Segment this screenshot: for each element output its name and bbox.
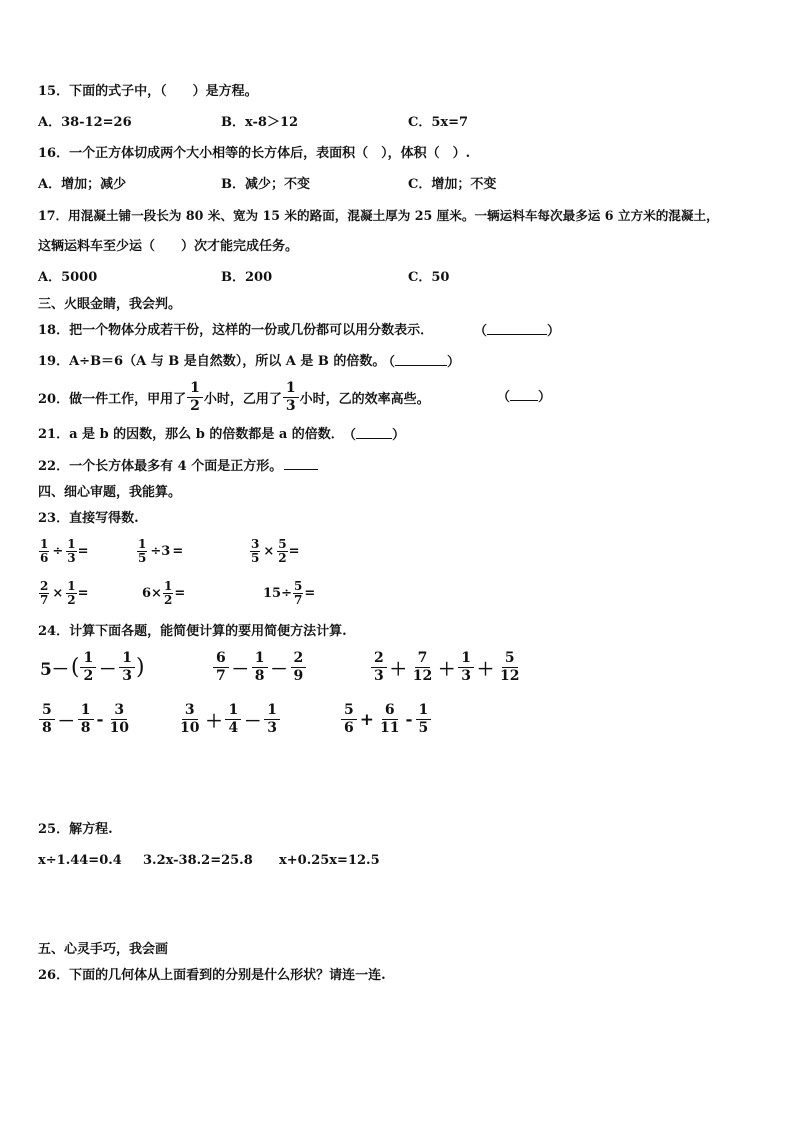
q23-expr-6: 15÷ $\frac{5}{7}$ = — [263, 579, 316, 607]
q16-stem: 16．一个正方体切成两个大小相等的长方体后，表面积（ ），体积（ ）. — [38, 146, 471, 161]
q24-title: 24．计算下面各题，能简便计算的要用简便方法计算. — [38, 624, 347, 639]
q21-statement: 21．a 是 b 的因数，那么 b 的倍数都是 a 的倍数． — [38, 427, 344, 442]
q23-expr-2: $\frac{1}{5}$ ÷3 = — [138, 537, 184, 565]
q24-expr-5: $\frac{3}{10}$ ＋ $\frac{1}{4}$ － $\frac{1}{3}$ — [176, 702, 281, 737]
q16-option-c[interactable]: C．增加；不变 — [408, 177, 497, 192]
q23-title: 23．直接写得数. — [38, 511, 139, 526]
q16-option-b[interactable]: B．减少；不变 — [221, 177, 310, 192]
q26-statement: 26．下面的几何体从上面看到的分别是什么形状？请连一连. — [38, 968, 386, 983]
q19-answer-box[interactable]: （ ） — [382, 355, 461, 370]
q22-answer-blank[interactable] — [284, 457, 318, 470]
q19-answer-blank[interactable] — [395, 353, 447, 366]
q24-expr-1: 5－ ( $\frac{1}{2}$ － $\frac{1}{3}$ ) — [40, 650, 145, 684]
q24-expr-4: $\frac{5}{8}$ － $\frac{1}{8}$ - $\frac{3}{10}$ — [38, 702, 133, 737]
q17-option-b[interactable]: B．200 — [221, 270, 273, 285]
q25-equation-3: x+0.25x=12.5 — [279, 853, 380, 868]
q23-expr-3: $\frac{3}{5}$ × $\frac{5}{2}$ = — [251, 537, 300, 565]
q15-stem: 15．下面的式子中，（ ）是方程。 — [38, 84, 258, 99]
q15-option-a[interactable]: A．38-12=26 — [38, 115, 132, 130]
section-4-heading: 四、细心审题，我能算。 — [38, 485, 182, 500]
q23-expr-1: $\frac{1}{6}$ ÷ $\frac{1}{3}$ = — [40, 537, 89, 565]
q17-stem-line2: 这辆运料车至少运（ ）次才能完成任务。 — [38, 239, 299, 254]
q24-expr-6: $\frac{5}{6}$ + $\frac{6}{11}$ - $\frac{1}{5}$ — [340, 702, 432, 737]
section-5-heading: 五、心灵手巧，我会画 — [38, 942, 169, 957]
q20-answer-box[interactable]: （ ） — [497, 390, 552, 405]
q20-statement: 20．做一件工作，甲用了 $\frac{1}{2}$ 小时，乙用了 $\frac{1}{3}$ 小时，乙的效率高些。 — [38, 380, 430, 414]
section-3-heading: 三、火眼金睛，我会判。 — [38, 297, 182, 312]
q24-expr-3: $\frac{2}{3}$ ＋ $\frac{7}{12}$ ＋ $\frac{1}{3}$ ＋ $\frac{5}{12}$ — [370, 650, 523, 685]
q23-expr-4: $\frac{2}{7}$ × $\frac{1}{2}$ = — [40, 579, 89, 607]
q19-statement: 19．A÷B＝6（A 与 B 是自然数），所以 A 是 B 的倍数。 — [38, 354, 386, 369]
q24-expr-2: $\frac{6}{7}$ － $\frac{1}{8}$ － $\frac{2}{9}$ — [212, 650, 307, 685]
q20-fraction-1: $\frac{1}{2}$ — [187, 380, 203, 415]
q17-option-a[interactable]: A．5000 — [38, 270, 98, 285]
q23-expr-5: 6× $\frac{1}{2}$ = — [142, 579, 186, 607]
q20-answer-blank[interactable] — [510, 388, 538, 401]
q20-fraction-2: $\frac{1}{3}$ — [283, 380, 299, 415]
q22-statement: 22．一个长方体最多有 4 个面是正方形。 — [38, 457, 318, 476]
q17-option-c[interactable]: C．50 — [408, 270, 450, 285]
q25-equation-2: 3.2x-38.2=25.8 — [143, 853, 253, 868]
q17-stem-line1: 17．用混凝土铺一段长为 80 米、宽为 15 米的路面，混凝土厚为 25 厘米。一辆运料车每次最多运 6 立方米的混凝土， — [38, 208, 719, 223]
q16-option-a[interactable]: A．增加；减少 — [38, 177, 127, 192]
q21-answer-blank[interactable] — [356, 426, 392, 439]
q21-answer-box[interactable]: （ ） — [343, 428, 406, 443]
q18-answer-blank[interactable] — [487, 322, 547, 335]
q18-statement: 18．把一个物体分成若干份，这样的一份或几份都可以用分数表示． — [38, 323, 434, 338]
q25-equation-1: x÷1.44=0.4 — [38, 853, 122, 868]
q18-answer-box[interactable]: （ ） — [474, 324, 561, 339]
q25-title: 25．解方程. — [38, 822, 113, 837]
q15-option-b[interactable]: B．x-8＞12 — [221, 115, 299, 130]
q15-option-c[interactable]: C．5x=7 — [408, 115, 469, 130]
